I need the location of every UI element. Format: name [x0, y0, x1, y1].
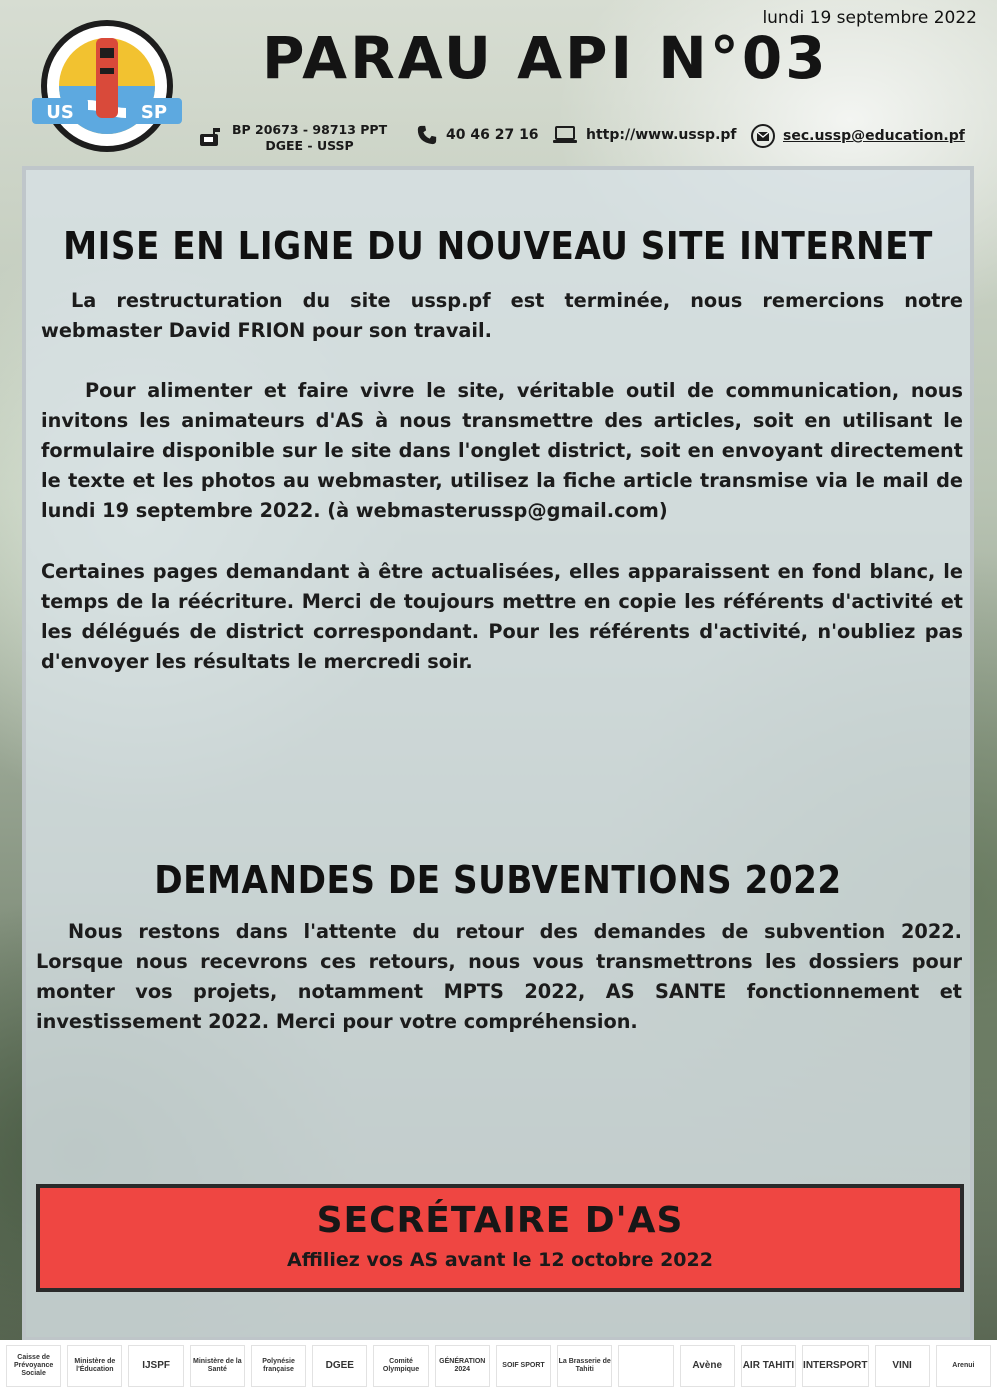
contact-bar — [198, 118, 978, 160]
contact-email[interactable] — [751, 124, 965, 148]
newsletter-title: PARAU API N°03 — [262, 24, 829, 92]
sponsor-logo: VINI — [875, 1345, 930, 1387]
sponsor-logo: Caisse de Prévoyance Sociale — [6, 1345, 61, 1387]
article1-paragraph-2: Pour alimenter et faire vivre le site, véritable outil de communication, nous invitons les animateurs d'AS à nous transmettre des articles, soit en utilisant le formulaire disponible sur le site dans l'onglet district, soit en envoyant directement le texte et les photos au webmaster, utilisez la fiche article transmise via le mail de lundi 19 septembre 2022. (à webmasterussp@gmail.com) — [41, 379, 963, 522]
address-line-2: DGEE - USSP — [265, 138, 354, 153]
mailbox-icon — [198, 126, 222, 150]
sponsor-logo: La Brasserie de Tahiti — [557, 1345, 612, 1387]
ussp-logo — [28, 18, 186, 160]
logo-text-left: US — [46, 102, 74, 123]
sponsor-logo: Arenui — [936, 1345, 991, 1387]
website-link[interactable]: http://www.ussp.pf — [586, 127, 737, 143]
article1-paragraph-3: Certaines pages demandant à être actualisées, elles apparaissent en fond blanc, le temps de la réécriture. Merci de toujours mettre en copie les référents d'activité et les délégués de district correspondant. Pour les référents d'activité, n'oubliez pas d'envoyer les résultats le mercredi soir. — [41, 560, 963, 673]
banner-title: SECRÉTAIRE D'AS — [316, 1200, 684, 1241]
sponsor-logo: Ministère de la Santé — [190, 1345, 245, 1387]
sponsor-logo: Comité Olympique — [373, 1345, 428, 1387]
sponsor-logo: AIR TAHITI — [741, 1345, 796, 1387]
article2-heading: DEMANDES DE SUBVENTIONS 2022 — [154, 858, 842, 902]
content-panel — [22, 166, 974, 1341]
sponsor-strip — [0, 1340, 997, 1391]
article1-heading: MISE EN LIGNE DU NOUVEAU SITE INTERNET — [63, 224, 933, 268]
sponsor-logo: Ministère de l'Éducation — [67, 1345, 122, 1387]
issue-date: lundi 19 septembre 2022 — [762, 8, 977, 28]
sponsor-logo: Avène — [680, 1345, 735, 1387]
sponsor-logo: Polynésie française — [251, 1345, 306, 1387]
article2-paragraph-1: Nous restons dans l'attente du retour des demandes de subvention 2022. Lorsque nous recevrons ces retours, nous vous transmettrons les dossiers pour monter vos projets, notamment MPTS 2022, AS SANTE fonctionnement et investissement 2022. Merci pour votre compréhension. — [36, 920, 962, 1033]
contact-phone — [416, 124, 539, 146]
sponsor-logo: IJSPF — [128, 1345, 183, 1387]
sponsor-logo: GÉNÉRATION 2024 — [435, 1345, 490, 1387]
contact-address — [198, 122, 387, 154]
logo-text-right: SP — [140, 102, 168, 123]
secretary-banner — [36, 1184, 964, 1292]
email-link[interactable]: sec.ussp@education.pf — [783, 128, 965, 144]
article1-paragraph-1: La restructuration du site ussp.pf est terminée, nous remercions notre webmaster David FRION pour son travail. — [41, 289, 963, 342]
sponsor-logo: INTERSPORT — [802, 1345, 868, 1387]
sponsor-logo — [618, 1345, 673, 1387]
laptop-icon — [552, 124, 578, 146]
phone-number: 40 46 27 16 — [446, 127, 539, 143]
email-icon — [751, 124, 775, 148]
banner-subtitle: Affiliez vos AS avant le 12 octobre 2022 — [287, 1249, 713, 1271]
phone-icon — [416, 124, 438, 146]
address-line-1: BP 20673 - 98713 PPT — [232, 122, 388, 137]
sponsor-logo: SOIF SPORT — [496, 1345, 551, 1387]
contact-website[interactable] — [552, 124, 737, 146]
sponsor-logo: DGEE — [312, 1345, 367, 1387]
